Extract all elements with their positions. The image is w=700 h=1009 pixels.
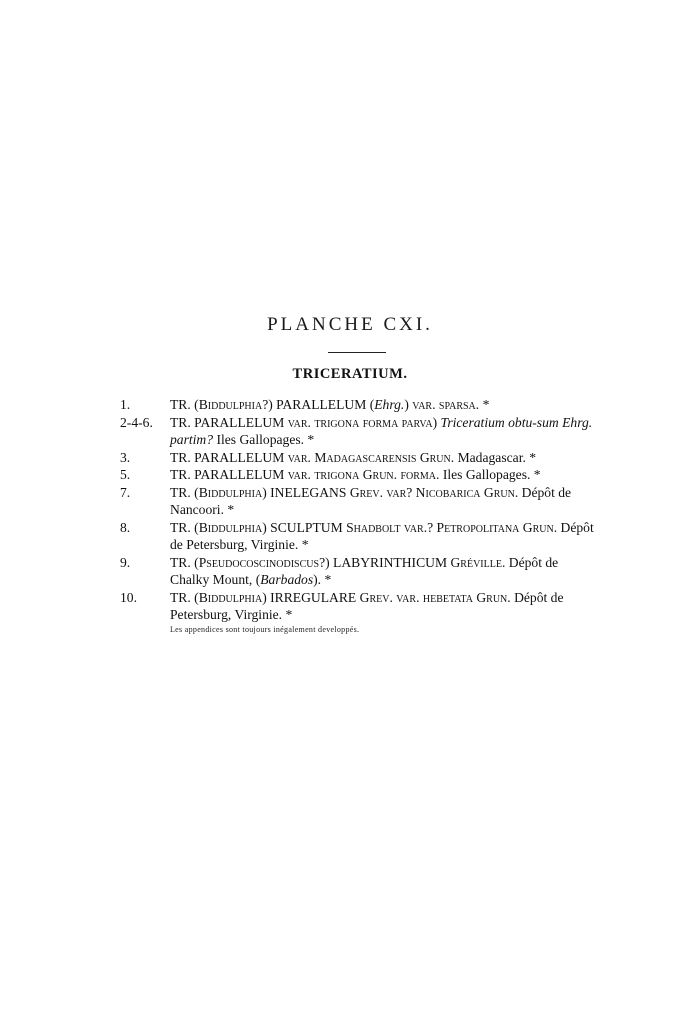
entry-text xyxy=(170,589,595,624)
entry-text-part: TR. ( xyxy=(170,397,199,412)
entry-text-part: ?) PARALLELUM ( xyxy=(262,397,375,412)
entry-text-part: TR. PARALLELUM xyxy=(170,467,288,482)
entry-text xyxy=(170,396,595,414)
list-item xyxy=(120,396,595,414)
entry-number: 1. xyxy=(120,397,131,412)
list-item xyxy=(120,519,595,554)
entry-text-part: TR. ( xyxy=(170,519,199,535)
entry-text xyxy=(170,554,595,589)
entry-text-part: Biddulphia xyxy=(198,397,263,412)
entry-text-part: TR. PARALLELUM xyxy=(170,449,288,465)
entry-number: 8. xyxy=(120,519,131,535)
entry-text-part: Gréville xyxy=(450,554,502,570)
entry-text-part: Triceratium obtu-sum Ehrg. partim? xyxy=(170,414,593,447)
entry-number: 7. xyxy=(120,484,131,500)
entry-text-part: Pseudocoscinodiscus xyxy=(198,554,320,570)
entry-number: 3. xyxy=(120,449,131,465)
entry-text xyxy=(170,466,595,484)
entry-text-part: . Iles Gallopages. * xyxy=(436,467,541,482)
entry-text xyxy=(170,484,595,519)
entry-text-part: var. trigona forma parva xyxy=(287,414,433,430)
entry-text-part: ). * xyxy=(313,572,332,587)
genus-title: TRICERATIUM. xyxy=(292,366,408,382)
entry-text-part: ) xyxy=(432,414,441,430)
entry-text-part: Iles Gallopages. * xyxy=(213,432,315,447)
entry-text-part: Barbados xyxy=(260,572,314,587)
list-item xyxy=(120,466,595,484)
entry-text-part: . Dépôt de Petersburg, Virginie. * xyxy=(170,519,594,552)
entry-text-part: var. sparsa xyxy=(412,397,476,412)
entry-text-part: ) IRREGULARE xyxy=(262,589,360,605)
list-item xyxy=(120,484,595,519)
entry-text-part: Biddulphia xyxy=(198,519,263,535)
entry-text-part: . Madagascar. * xyxy=(450,449,537,465)
entry-text-part: . * xyxy=(475,397,490,412)
entry-text-part: ) INELEGANS xyxy=(262,484,350,500)
entry-text-part: . Dépôt de Chalky Mount, ( xyxy=(170,554,559,587)
entry-text-part: TR. ( xyxy=(170,589,199,605)
list-item xyxy=(120,449,595,467)
entry-number: 5. xyxy=(120,467,131,482)
entry-text-part: TR. ( xyxy=(170,484,199,500)
entry-text-part: var. Madagascarensis Grun xyxy=(287,449,451,465)
entry-text-part: TR. PARALLELUM xyxy=(170,414,288,430)
entry-text-part: . Dépôt de Nancoori. * xyxy=(170,484,572,517)
list-item xyxy=(120,414,595,449)
species-list xyxy=(120,396,595,636)
entry-text-part: Shadbolt var.? Petropolitana Grun xyxy=(346,519,554,535)
entry-text-part: Ehrg. xyxy=(374,397,405,412)
entry-text-part: ) SCULPTUM xyxy=(262,519,347,535)
entry-number: 10. xyxy=(120,589,137,605)
entry-text xyxy=(170,519,595,554)
entry-text-part: ?) LABYRINTHICUM xyxy=(319,554,451,570)
entry-text xyxy=(170,414,595,449)
entry-text-part: TR. ( xyxy=(170,554,199,570)
entry-text-part: ) xyxy=(404,397,413,412)
entry-text-part: Biddulphia xyxy=(198,589,263,605)
list-item xyxy=(120,554,595,589)
entry-container xyxy=(120,396,595,624)
entry-number: 2-4-6. xyxy=(120,414,153,430)
list-item xyxy=(120,589,595,624)
plate-heading: PLANCHE CXI. xyxy=(267,314,433,335)
entry-text-part: Grev. var. hebetata Grun xyxy=(359,589,508,605)
entry-text-part: var. trigona Grun. forma xyxy=(287,467,437,482)
heading-divider xyxy=(328,352,386,353)
entry-text-part: Biddulphia xyxy=(198,484,263,500)
footnote: Les appendices sont toujours inégalement developpés. xyxy=(170,624,360,634)
entry-number: 9. xyxy=(120,554,131,570)
entry-text xyxy=(170,449,595,467)
entry-text-part: . Dépôt de Petersburg, Virginie. * xyxy=(170,589,564,622)
entry-text-part: Grev. var? Nicobarica Grun xyxy=(349,484,515,500)
